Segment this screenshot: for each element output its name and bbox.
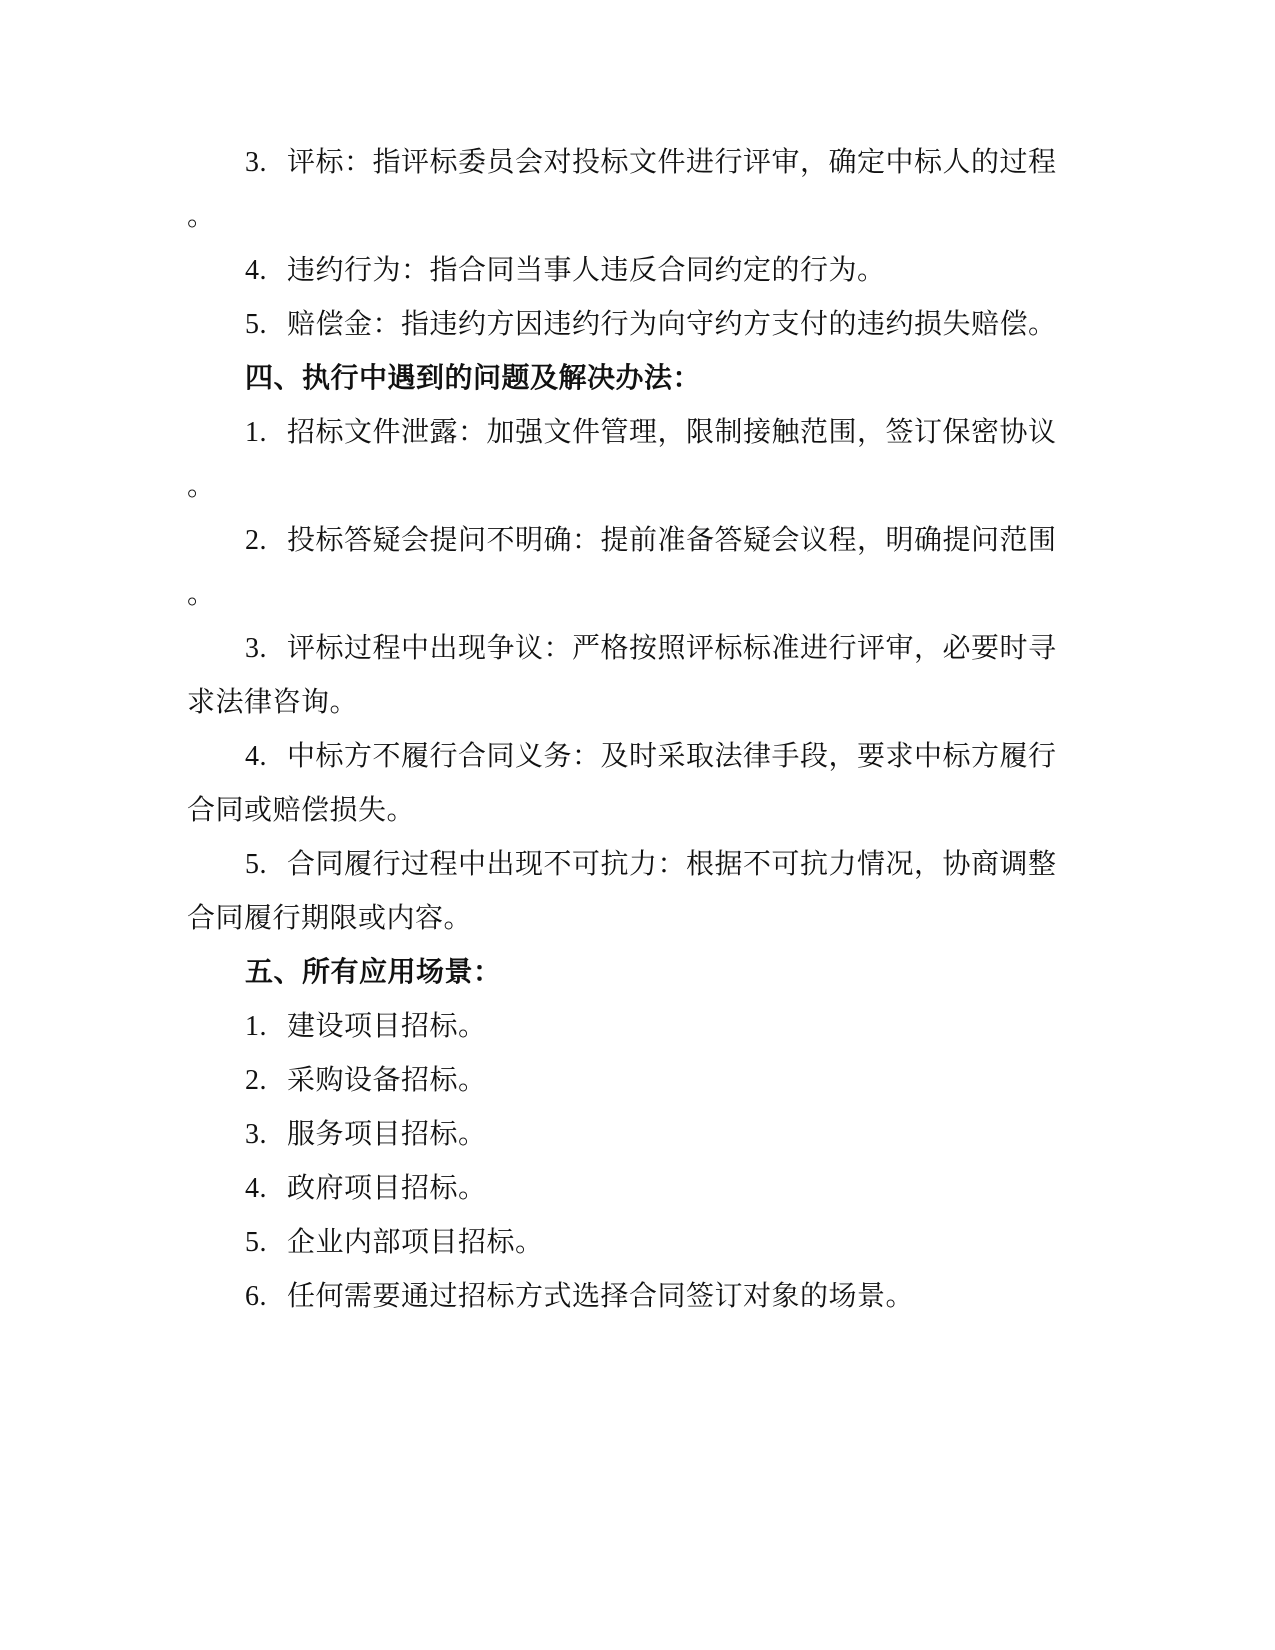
- item-text: 赔偿金：指违约方因违约行为向守约方支付的违约损失赔偿。: [287, 307, 1057, 340]
- scenario-item-6: [245, 1276, 914, 1317]
- item-number: 5.: [245, 309, 267, 340]
- item-number: 1.: [245, 1011, 267, 1042]
- term-item-3-continuation: 。: [187, 199, 216, 232]
- item-number: 4.: [245, 255, 267, 286]
- item-text: 服务项目招标。: [287, 1117, 487, 1150]
- term-item-5: [245, 304, 1057, 345]
- problem-item-5: [245, 844, 1057, 885]
- problem-item-3-continuation: 求法律咨询。: [187, 685, 359, 718]
- item-number: 5.: [245, 849, 267, 880]
- problem-item-2: [245, 520, 1057, 561]
- item-text: 合同履行过程中出现不可抗力：根据不可抗力情况，协商调整: [287, 847, 1057, 880]
- item-text: 中标方不履行合同义务：及时采取法律手段，要求中标方履行: [287, 739, 1057, 772]
- item-number: 5.: [245, 1227, 267, 1258]
- item-text: 评标过程中出现争议：严格按照评标标准进行评审，必要时寻: [287, 631, 1057, 664]
- item-number: 4.: [245, 741, 267, 772]
- term-item-4: [245, 250, 886, 291]
- item-text: 建设项目招标。: [287, 1009, 487, 1042]
- problem-item-3: [245, 628, 1057, 669]
- item-number: 2.: [245, 1065, 267, 1096]
- item-text: 投标答疑会提问不明确：提前准备答疑会议程，明确提问范围: [287, 523, 1057, 556]
- item-text: 政府项目招标。: [287, 1171, 487, 1204]
- item-number: 3.: [245, 1119, 267, 1150]
- item-number: 2.: [245, 525, 267, 556]
- item-number: 1.: [245, 417, 267, 448]
- item-text: 企业内部项目招标。: [287, 1225, 544, 1258]
- scenario-item-4: [245, 1168, 487, 1209]
- problem-item-1-continuation: 。: [187, 469, 216, 502]
- problem-item-5-continuation: 合同履行期限或内容。: [187, 901, 473, 934]
- section-heading-problems: 四、执行中遇到的问题及解决办法：: [245, 361, 702, 394]
- problem-item-1: [245, 412, 1057, 453]
- item-text: 违约行为：指合同当事人违反合同约定的行为。: [287, 253, 886, 286]
- item-number: 4.: [245, 1173, 267, 1204]
- problem-item-4-continuation: 合同或赔偿损失。: [187, 793, 416, 826]
- scenario-item-5: [245, 1222, 544, 1263]
- scenario-item-2: [245, 1060, 487, 1101]
- problem-item-4: [245, 736, 1057, 777]
- item-number: 3.: [245, 633, 267, 664]
- scenario-item-1: [245, 1006, 487, 1047]
- item-text: 采购设备招标。: [287, 1063, 487, 1096]
- term-item-3: [245, 142, 1057, 183]
- item-text: 招标文件泄露：加强文件管理，限制接触范围，签订保密协议: [287, 415, 1057, 448]
- item-text: 任何需要通过招标方式选择合同签订对象的场景。: [287, 1279, 915, 1312]
- item-number: 6.: [245, 1281, 267, 1312]
- item-text: 评标：指评标委员会对投标文件进行评审，确定中标人的过程: [287, 145, 1057, 178]
- section-heading-scenarios: 五、所有应用场景：: [245, 955, 502, 988]
- scenario-item-3: [245, 1114, 487, 1155]
- problem-item-2-continuation: 。: [187, 577, 216, 610]
- item-number: 3.: [245, 147, 267, 178]
